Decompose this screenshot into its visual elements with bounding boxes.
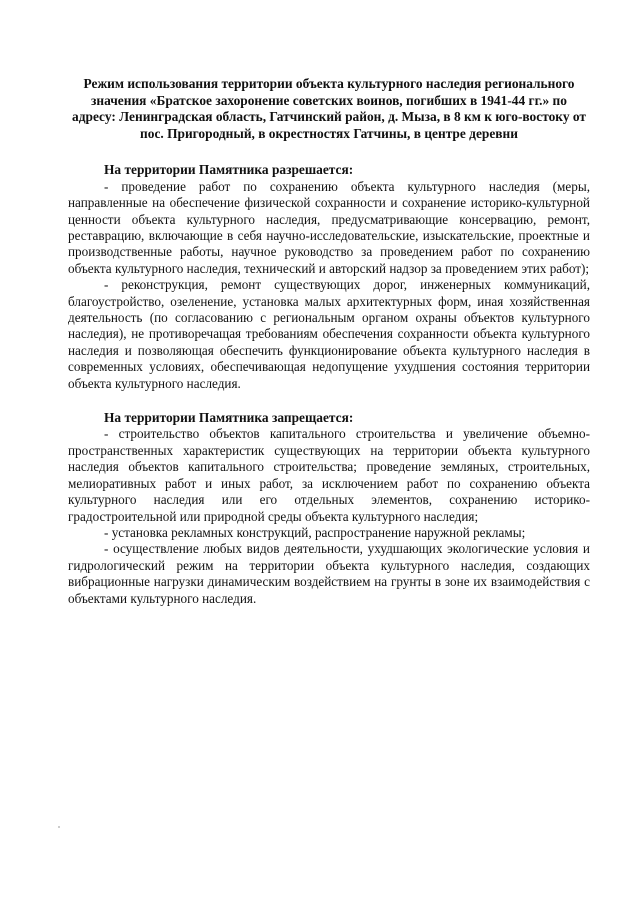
spacer — [68, 142, 590, 162]
forbidden-item-ecology: - осуществление любых видов деятельности, ухудшающих экологические условия и гидрологический режим на территории объекта культурного наследия, создающих вибрационные нагрузки динамическим воздействием на грунты в зоне их взаимодействия с объектами культурного наследия. — [68, 541, 590, 606]
allowed-item-reconstruction: - реконструкция, ремонт существующих дорог, инженерных коммуникаций, благоустройство, озеленение, установка малых архитектурных форм, иная хозяйственная деятельность (по согласованию с региональным органом охраны объектов культурного наследия), не противоречащая требованиям обеспечения сохранности объекта культурного наследия и позволяющая обеспечить функционирование объекта культурного наследия в современных условиях, обеспечивающая недопущение ухудшения состояния территории объекта культурного наследия. — [68, 277, 590, 391]
forbidden-item-advertising: - установка рекламных конструкций, распространение наружной рекламы; — [104, 524, 526, 540]
scan-speck — [58, 826, 60, 828]
allowed-heading: На территории Памятника разрешается: — [104, 162, 354, 178]
allowed-section — [68, 162, 590, 392]
document-page — [68, 76, 590, 607]
forbidden-item-construction: - строительство объектов капитального строительства и увеличение объемно-пространственных характеристик существующих на территории объекта культурного наследия объектов капитального строительства; проведение земляных, строительных, мелиоративных работ и иных работ, за исключением работ по сохранению объекта культурного наследия или его отдельных элементов, сохранению историко-градостроительной или природной среды объекта культурного наследия; — [68, 426, 590, 524]
document-title: Режим использования территории объекта культурного наследия регионального значения «Братское захоронение советских воинов, погибших в 1941-44 гг.» по адресу: Ленинградская область, Гатчинский район, д. Мыза, в 8 км к юго-востоку от пос. Пригородный, в окрестностях Гатчины, в центре деревни — [72, 76, 586, 141]
forbidden-section — [68, 410, 590, 607]
forbidden-heading: На территории Памятника запрещается: — [104, 410, 354, 426]
spacer — [68, 392, 590, 410]
allowed-item-preservation: - проведение работ по сохранению объекта культурного наследия (меры, направленные на обеспечение физической сохранности и сохранение историко-культурной ценности объекта культурного наследия, предусматривающие консервацию, ремонт, реставрацию, включающие в себя научно-исследовательские, изыскательские, проектные и производственные работы, научное руководство за проведением работ по сохранению объекта культурного наследия, технический и авторский надзор за проведением этих работ); — [68, 178, 590, 276]
